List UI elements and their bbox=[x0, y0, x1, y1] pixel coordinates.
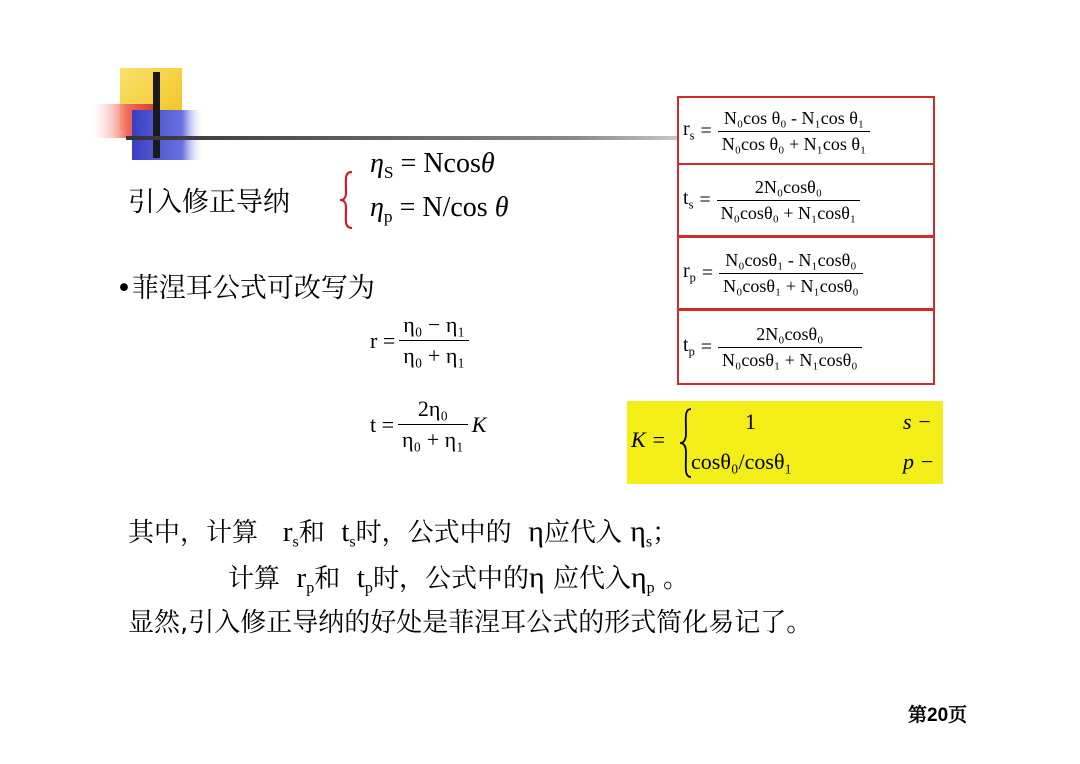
t-numerator: 2η₀ bbox=[417, 396, 448, 421]
bullet-fresnel-rewrite: •菲涅耳公式可改写为 bbox=[116, 273, 375, 304]
box-lhs: $t_p$ bbox=[683, 334, 695, 359]
box-denominator: N₀cosθ₁ + N₁cosθ₀ bbox=[718, 347, 861, 371]
box-numerator: 2N₀cosθ₀ bbox=[756, 323, 824, 344]
box-lhs: $r_s$ bbox=[683, 118, 695, 143]
r-formula bbox=[370, 312, 469, 369]
r-lhs: r = bbox=[370, 327, 396, 353]
k-lhs: K = bbox=[631, 427, 667, 452]
box-fraction bbox=[719, 250, 862, 297]
eta-s-rhs: = Ncos bbox=[400, 148, 481, 179]
box-numerator: N₀cos θ₀ - N₁cos θ₁ bbox=[723, 107, 865, 128]
explanation-line-1: 其中，计算 $r_s$和 $t_s$时，公式中的 η应代入 $\eta_s$； bbox=[128, 515, 679, 551]
corner-logo-graphic bbox=[0, 0, 700, 170]
t-factor-k: K bbox=[471, 411, 487, 437]
t-fraction bbox=[398, 396, 468, 453]
box-fraction bbox=[717, 177, 860, 224]
box-fraction bbox=[718, 108, 870, 155]
eta-s-subscript: S bbox=[383, 163, 394, 183]
eta-p-subscript: p bbox=[383, 207, 393, 227]
left-brace bbox=[338, 170, 356, 230]
r-denominator: η₀ + η₁ bbox=[399, 340, 469, 369]
eta-p-theta: θ bbox=[494, 192, 509, 223]
t-lhs: t = bbox=[370, 411, 395, 437]
box-fraction bbox=[718, 324, 861, 371]
eta-p-formula bbox=[370, 192, 508, 227]
box-denominator: N₀cosθ₁ + N₁cosθ₀ bbox=[719, 273, 862, 297]
page-number: 第20页 bbox=[908, 705, 968, 726]
explanation-line-2: 计算 $r_p$和 $t_p$时，公式中的η 应代入$\eta_p$ 。 bbox=[228, 561, 689, 597]
explanation-line-3: 显然,引入修正导纳的好处是菲涅耳公式的形式简化易记了。 bbox=[128, 608, 813, 638]
k-row1-case: s − bbox=[903, 409, 932, 434]
k-row1-value: 1 bbox=[745, 409, 756, 434]
t-formula bbox=[370, 396, 486, 453]
box-lhs: $r_p$ bbox=[683, 260, 696, 285]
eta-s-symbol: η bbox=[370, 148, 384, 179]
box-numerator: N₀cosθ₁ - N₁cosθ₀ bbox=[725, 249, 857, 270]
k-row2-value: cosθ₀/cosθ₁ bbox=[691, 449, 793, 474]
box-denominator: N₀cos θ₀ + N₁cos θ₁ bbox=[718, 131, 870, 155]
k-piecewise-box bbox=[627, 401, 943, 484]
eta-definition-lead: 引入修正导纳 bbox=[128, 187, 290, 218]
eta-s-theta: θ bbox=[480, 148, 495, 179]
eta-p-symbol: η bbox=[370, 192, 384, 223]
header-decoration bbox=[0, 0, 700, 170]
box-denominator: N₀cosθ₀ + N₁cosθ₁ bbox=[717, 200, 860, 224]
r-numerator: η₀ − η₁ bbox=[403, 312, 465, 337]
eta-p-rhs: = N/cos bbox=[399, 192, 488, 223]
box-lhs: $t_s$ bbox=[683, 187, 694, 212]
r-fraction bbox=[399, 312, 469, 369]
eta-s-formula bbox=[370, 148, 495, 183]
formula-box-tp: $t_p$ = $\frac{\text{2N₀cosθ₀}}{\text{N₀cosθ₁ + N₁cosθ₀}}$ bbox=[677, 309, 935, 385]
formula-box-rs: $r_s$ = $\frac{\text{N₀cos θ₀ - N₁cos θ₁}}{\text{N₀cos θ₀ + N₁cos θ₁}}$ bbox=[677, 96, 935, 166]
formula-box-rp: $r_p$ = $\frac{\text{N₀cosθ₁ - N₁cosθ₀}}{\text{N₀cosθ₁ + N₁cosθ₀}}$ bbox=[677, 236, 935, 310]
k-row2-case: p − bbox=[903, 449, 935, 474]
t-denominator: η₀ + η₁ bbox=[398, 424, 468, 453]
box-numerator: 2N₀cosθ₀ bbox=[754, 176, 822, 197]
formula-box-ts: $t_s$ = $\frac{\text{2N₀cosθ₀}}{\text{N₀cosθ₀ + N₁cosθ₁}}$ bbox=[677, 163, 935, 237]
